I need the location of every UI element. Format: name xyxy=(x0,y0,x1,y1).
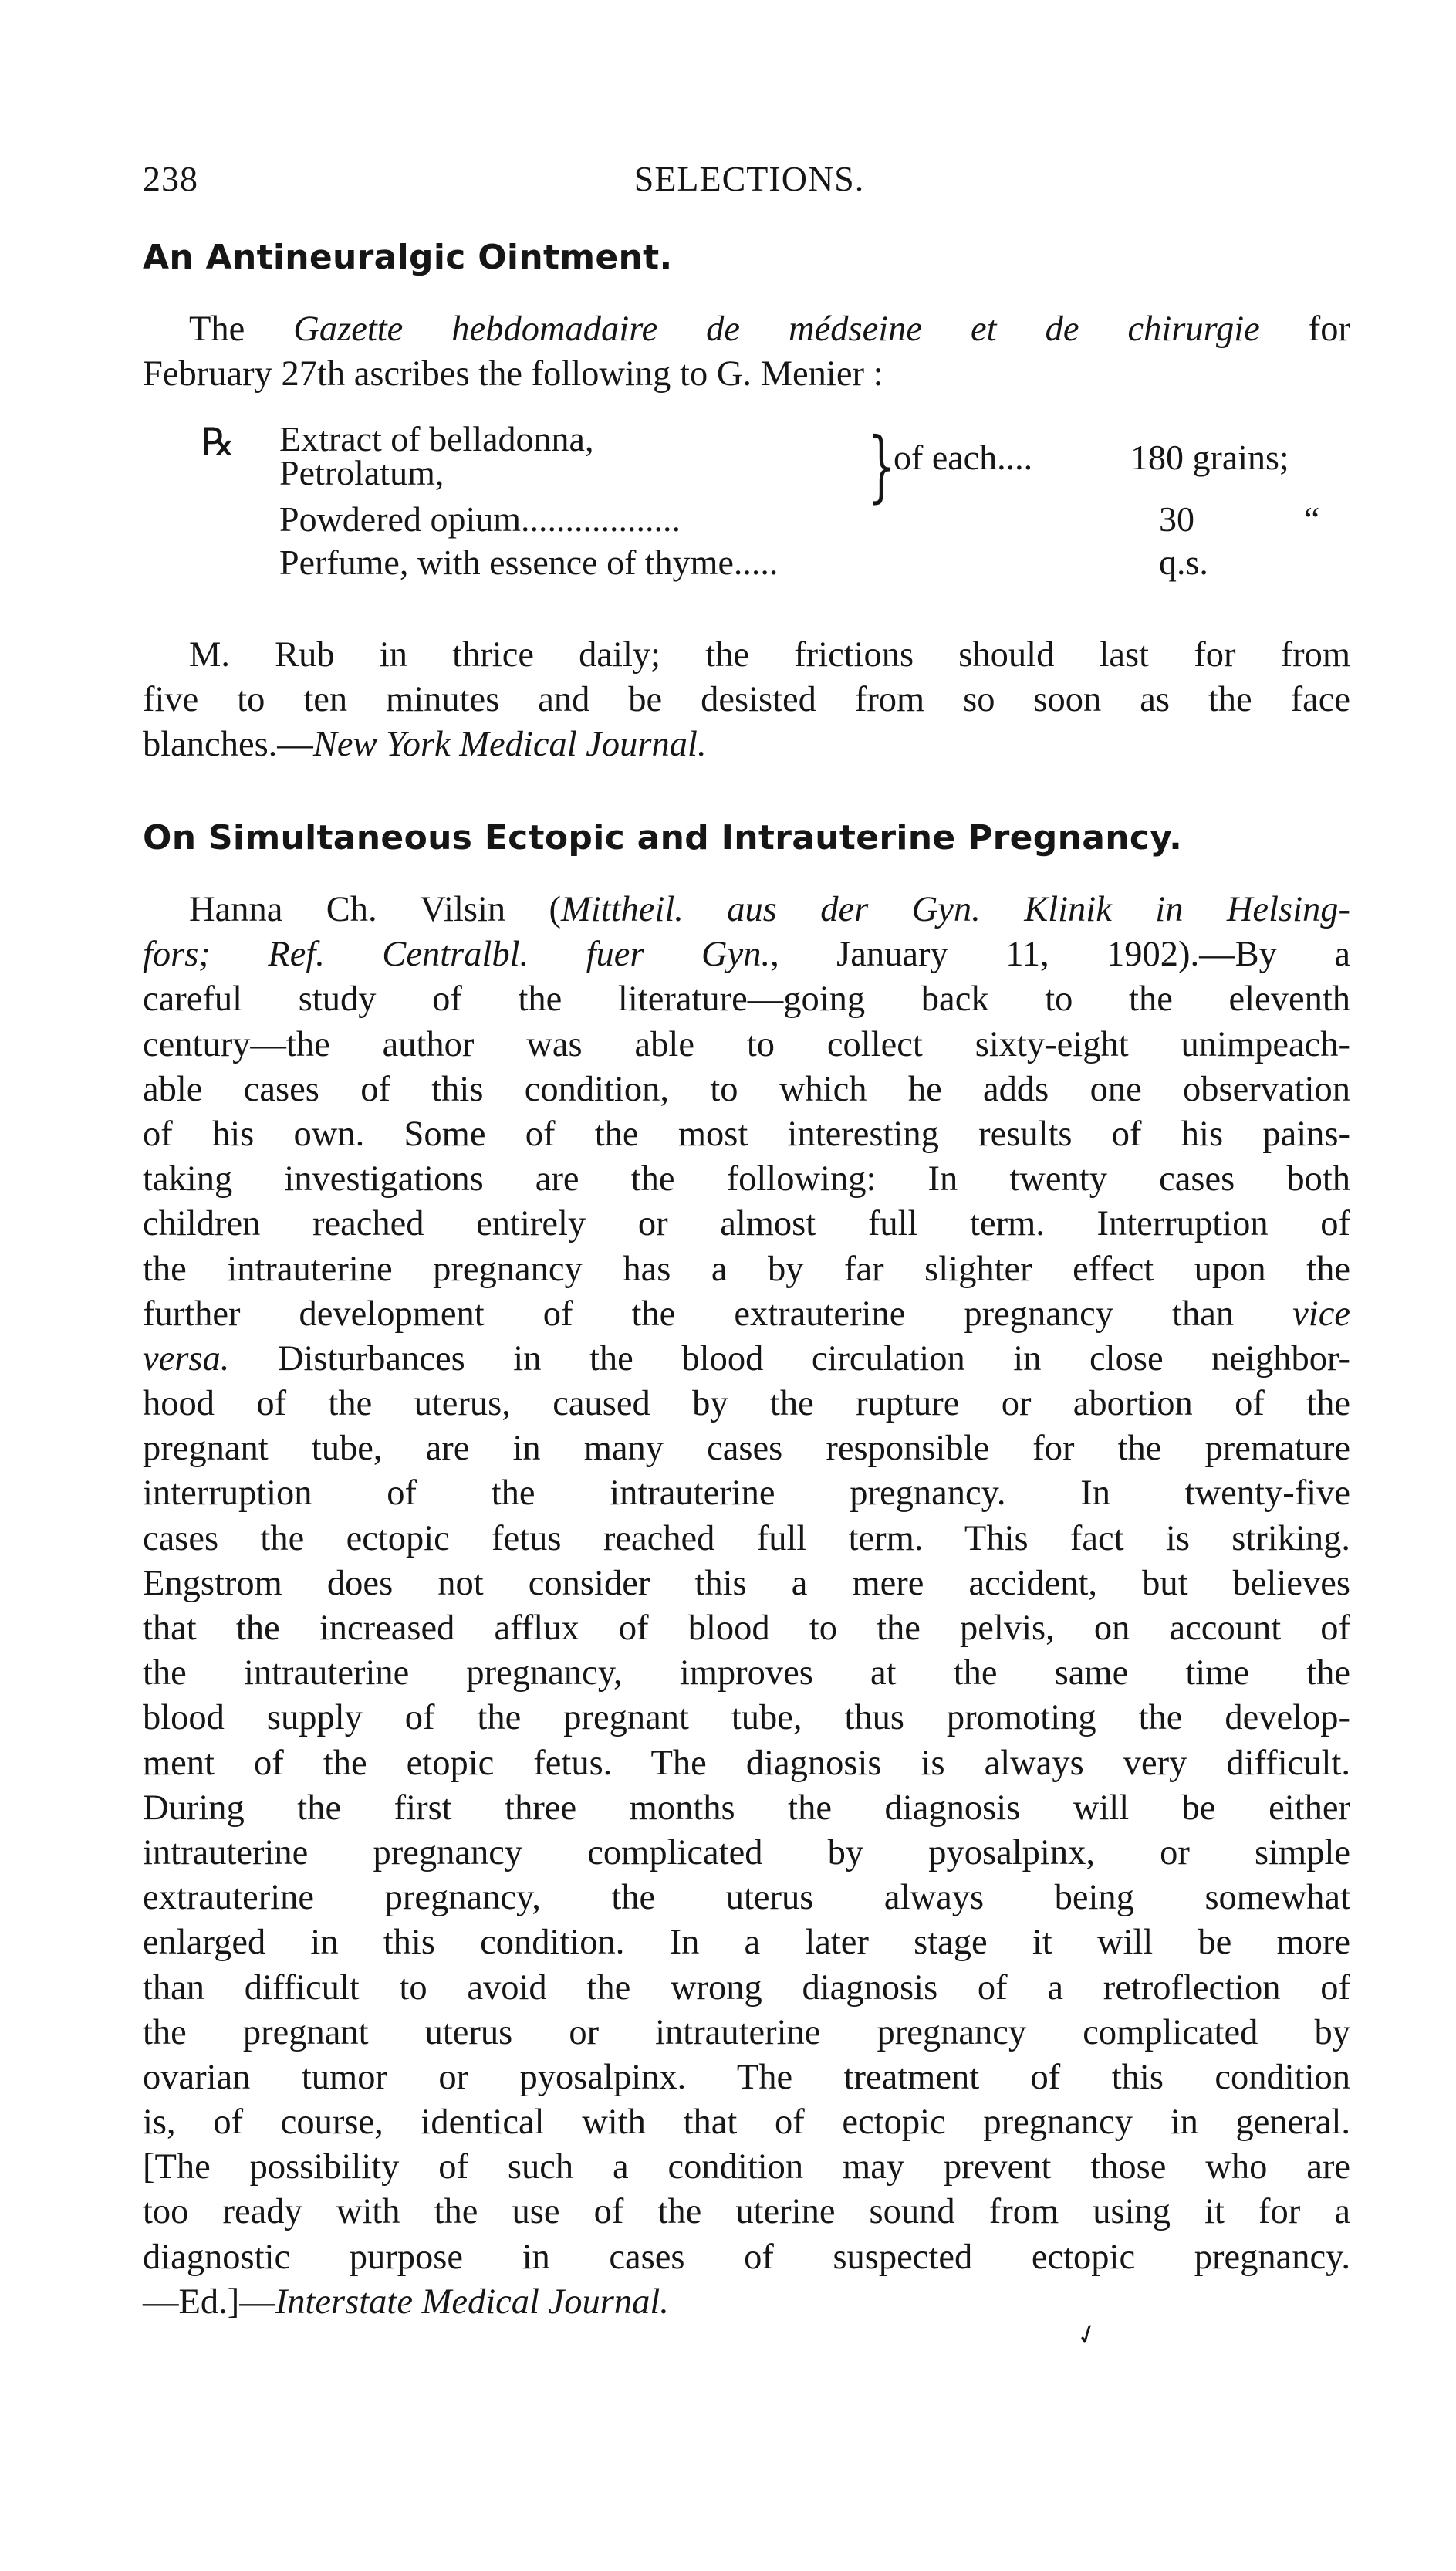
rx-of-each: of each.... xyxy=(894,438,1033,477)
rx-quantity: 180 grains; xyxy=(1130,438,1289,477)
text-line: interruption of the intrauterine pregnancy. In twenty-five xyxy=(143,1473,1350,1514)
text-line: [The possibility of such a condition may prevent those who are xyxy=(143,2147,1350,2187)
text-line: The Gazette hebdomadaire de médseine et de chirurgie for xyxy=(189,310,1350,349)
text-line: diagnostic purpose in cases of suspected ectopic pregnancy. xyxy=(143,2237,1350,2277)
text-line: children reached entirely or almost full term. Interruption of xyxy=(143,1204,1350,1244)
article-heading-pregnancy: On Simultaneous Ectopic and Intrauterine Pregnancy. xyxy=(143,818,1183,858)
text-line: cases the ectopic fetus reached full term. This fact is striking. xyxy=(143,1518,1350,1558)
rx-ditto-mark: “ xyxy=(1304,499,1320,539)
text-line: the intrauterine pregnancy has a by far slighter effect upon the xyxy=(143,1249,1350,1289)
text-line: careful study of the literature—going back to the eleventh xyxy=(143,979,1350,1020)
journal-title: Gazette hebdomadaire de médseine et de chirurgie xyxy=(293,310,1260,349)
text-line: of his own. Some of the most interesting results of his pains- xyxy=(143,1114,1350,1154)
text-line: ment of the etopic fetus. The diagnosis is always very difficult. xyxy=(143,1743,1350,1783)
text-line: blanches.—New York Medical Journal. xyxy=(143,725,707,765)
article-body-pregnancy xyxy=(143,888,1350,2325)
running-head xyxy=(143,158,1356,212)
rx-ingredient: Petrolatum, xyxy=(279,453,444,492)
source-citation: Interstate Medical Journal. xyxy=(275,2282,669,2322)
text-line: During the first three months the diagnosis will be either xyxy=(143,1788,1350,1828)
article-intro-ointment xyxy=(143,307,1350,397)
text-line: enlarged in this condition. In a later stage it will be more xyxy=(143,1923,1350,1963)
text-line: too ready with the use of the uterine sound from using it for a xyxy=(143,2192,1350,2232)
text-line: hood of the uterus, caused by the rupture or abortion of the xyxy=(143,1384,1350,1424)
text-line: intrauterine pregnancy complicated by pyosalpinx, or simple xyxy=(143,1832,1350,1872)
text-line: —Ed.]—Interstate Medical Journal. xyxy=(143,2282,669,2322)
source-citation: New York Medical Journal. xyxy=(312,725,707,765)
recipe-symbol: ℞ xyxy=(201,421,235,464)
page-number: 238 xyxy=(143,159,198,198)
text-line: versa. Disturbances in the blood circulation in close neighbor- xyxy=(143,1338,1350,1379)
text-line: taking investigations are the following: In twenty cases both xyxy=(143,1159,1350,1199)
text-line: the pregnant uterus or intrauterine pregnancy complicated by xyxy=(143,2012,1350,2052)
text-line: that the increased afflux of blood to the pelvis, on account of xyxy=(143,1609,1350,1648)
rx-ingredient: Perfume, with essence of thyme..... xyxy=(279,543,779,582)
text-line: February 27th ascribes the following to G. Menier : xyxy=(143,354,883,394)
text-line: pregnant tube, are in many cases responsible for the premature xyxy=(143,1429,1350,1469)
text-line: is, of course, identical with that of ectopic pregnancy in general. xyxy=(143,2102,1350,2143)
rx-ingredient: Powdered opium.................. xyxy=(279,499,681,539)
text-line: five to ten minutes and be desisted from so soon as the face xyxy=(143,680,1350,720)
text-line: able cases of this condition, to which he adds one observation xyxy=(143,1069,1350,1109)
text-line: fors; Ref. Centralbl. fuer Gyn., January 11, 1902).—By a xyxy=(143,935,1350,975)
text-line: M. Rub in thrice daily; the frictions should last for from xyxy=(189,635,1350,675)
text-line: extrauterine pregnancy, the uterus always being somewhat xyxy=(143,1878,1350,1918)
curly-brace: } xyxy=(868,421,895,511)
article-body-ointment xyxy=(143,633,1350,768)
running-title: SELECTIONS. xyxy=(633,159,865,198)
text-line: than difficult to avoid the wrong diagnosis of a retroflection of xyxy=(143,1967,1350,2008)
rx-quantity: q.s. xyxy=(1159,543,1208,582)
text-line: century—the author was able to collect sixty-eight unimpeach- xyxy=(143,1024,1350,1064)
text-line: ovarian tumor or pyosalpinx. The treatment of this condition xyxy=(143,2057,1350,2097)
article-heading-ointment: An Antineuralgic Ointment. xyxy=(143,238,673,277)
rx-ingredient: Extract of belladonna, xyxy=(279,419,594,458)
text-line: further development of the extrauterine pregnancy than vice xyxy=(143,1294,1350,1334)
ink-mark: ✓ xyxy=(1072,2318,1103,2353)
text-line: the intrauterine pregnancy, improves at the same time the xyxy=(143,1653,1350,1693)
rx-quantity: 30 xyxy=(1159,499,1194,539)
text-line: blood supply of the pregnant tube, thus promoting the develop- xyxy=(143,1698,1350,1738)
text-line: Engstrom does not consider this a mere accident, but believes xyxy=(143,1563,1350,1603)
text-line: Hanna Ch. Vilsin (Mittheil. aus der Gyn. Klinik in Helsing- xyxy=(189,890,1350,929)
